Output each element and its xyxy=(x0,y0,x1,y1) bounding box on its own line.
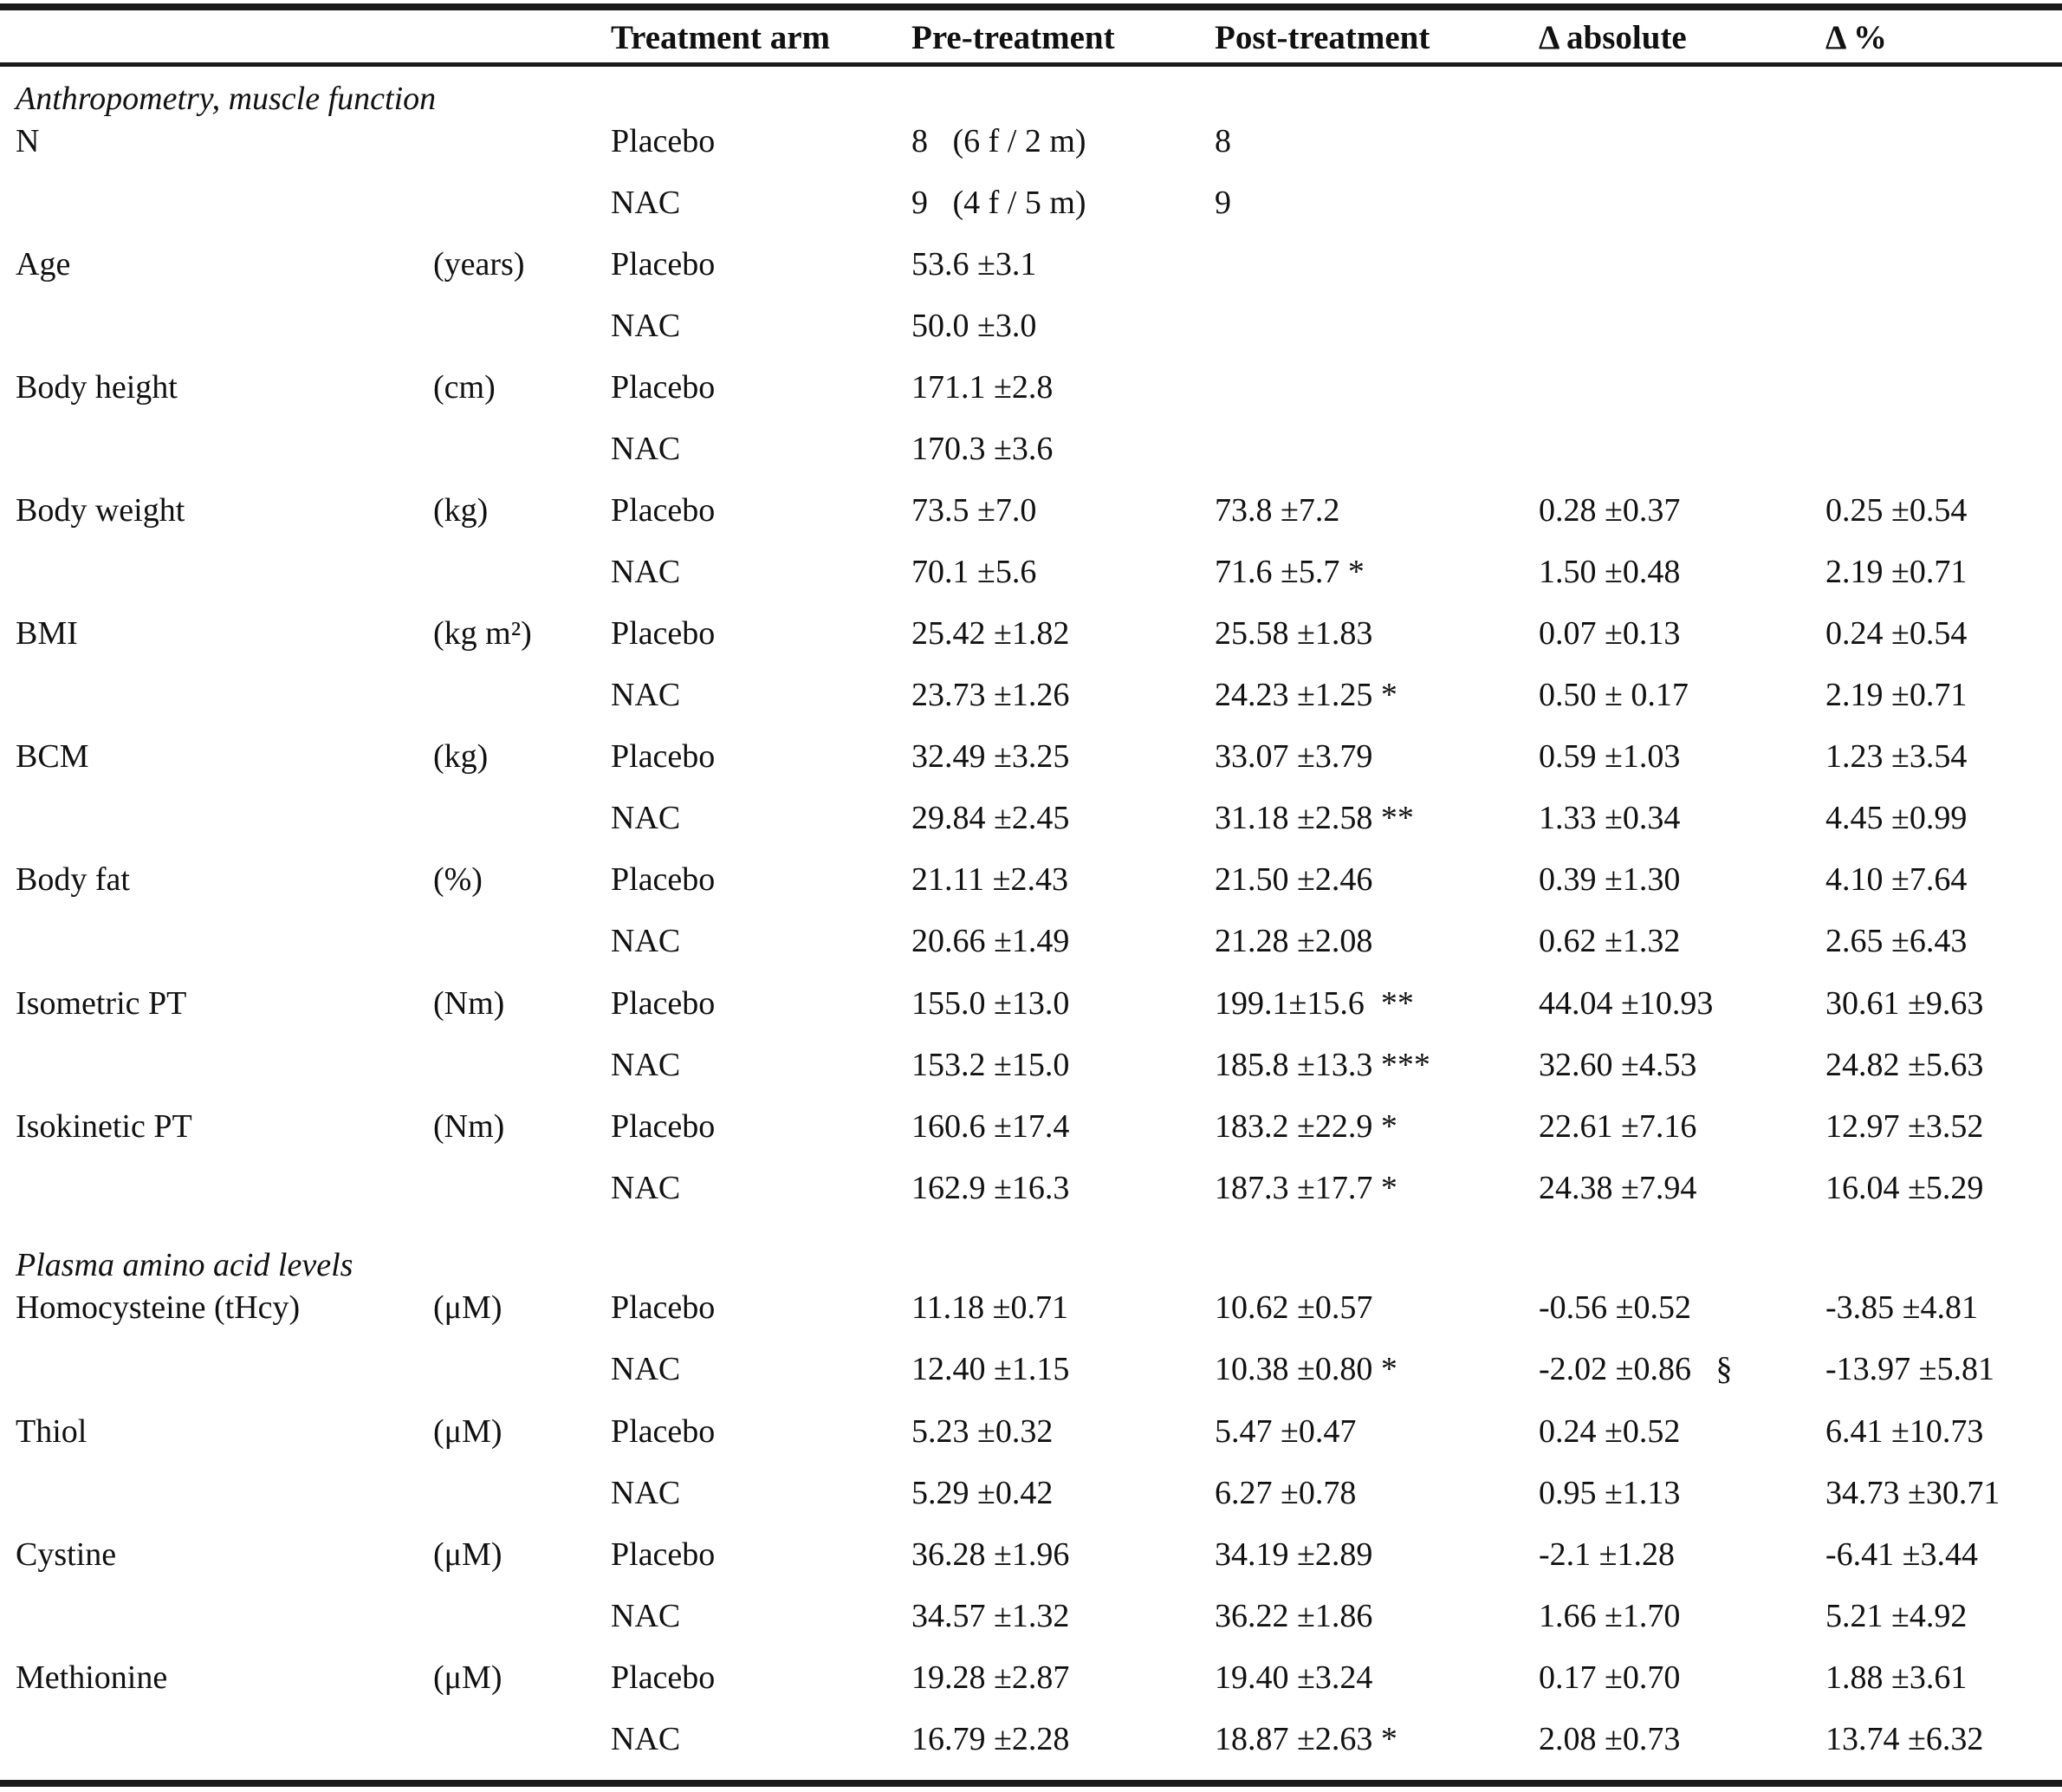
row-delta-percent: 2.19 ±0.71 xyxy=(1825,677,1968,713)
row-delta-percent: 4.10 ±7.64 xyxy=(1825,861,1968,898)
row-post-value: 73.8 ±7.2 xyxy=(1215,492,1340,529)
row-treatment-arm: NAC xyxy=(611,1721,681,1757)
row-delta-percent: 2.65 ±6.43 xyxy=(1825,923,1968,959)
row-label: Cystine xyxy=(16,1536,117,1573)
row-treatment-arm: Placebo xyxy=(611,123,716,159)
row-treatment-arm: NAC xyxy=(611,554,681,590)
row-delta-absolute: 0.24 ±0.52 xyxy=(1539,1413,1681,1450)
row-treatment-arm: Placebo xyxy=(611,1289,716,1326)
row-unit: (μM) xyxy=(433,1413,503,1450)
row-delta-absolute: 0.39 ±1.30 xyxy=(1539,861,1681,898)
row-pre-value: 73.5 ±7.0 xyxy=(911,492,1037,529)
row-post-value: 24.23 ±1.25 * xyxy=(1215,677,1397,713)
row-delta-percent: -3.85 ±4.81 xyxy=(1825,1289,1979,1326)
row-label: Isokinetic PT xyxy=(16,1108,192,1145)
row-label: Homocysteine (tHcy) xyxy=(16,1289,301,1326)
row-pre-value: 5.23 ±0.32 xyxy=(911,1413,1054,1450)
header-delta-percent: Δ % xyxy=(1825,19,1888,56)
row-treatment-arm: NAC xyxy=(611,677,681,713)
row-delta-percent: 34.73 ±30.71 xyxy=(1825,1475,2000,1511)
row-post-value: 199.1±15.6 ** xyxy=(1215,985,1414,1022)
row-delta-absolute: -2.1 ±1.28 xyxy=(1539,1536,1676,1573)
row-delta-absolute: -2.02 ±0.86 § xyxy=(1539,1351,1733,1387)
row-pre-value: 19.28 ±2.87 xyxy=(911,1659,1070,1696)
row-post-value: 10.38 ±0.80 * xyxy=(1215,1351,1397,1387)
row-pre-value: 8 (6 f / 2 m) xyxy=(911,123,1086,159)
row-delta-absolute: 0.28 ±0.37 xyxy=(1539,492,1681,529)
row-label: Body fat xyxy=(16,861,130,898)
row-post-value: 8 xyxy=(1215,123,1231,159)
row-pre-value: 21.11 ±2.43 xyxy=(911,861,1068,898)
row-label: Body weight xyxy=(16,492,185,529)
row-label: BMI xyxy=(16,615,78,652)
row-pre-value: 20.66 ±1.49 xyxy=(911,923,1070,959)
row-delta-percent: 16.04 ±5.29 xyxy=(1825,1170,1984,1206)
row-delta-percent: 4.45 ±0.99 xyxy=(1825,800,1968,836)
row-treatment-arm: NAC xyxy=(611,923,681,959)
row-pre-value: 32.49 ±3.25 xyxy=(911,738,1070,775)
row-treatment-arm: NAC xyxy=(611,308,681,344)
row-pre-value: 162.9 ±16.3 xyxy=(911,1170,1070,1206)
row-delta-absolute: 1.66 ±1.70 xyxy=(1539,1598,1681,1634)
row-unit: (kg m²) xyxy=(433,615,532,652)
row-pre-value: 160.6 ±17.4 xyxy=(911,1108,1070,1145)
row-pre-value: 36.28 ±1.96 xyxy=(911,1536,1070,1573)
row-delta-percent: 24.82 ±5.63 xyxy=(1825,1047,1984,1083)
row-delta-absolute: 22.61 ±7.16 xyxy=(1539,1108,1697,1145)
row-unit: (cm) xyxy=(433,369,496,406)
row-post-value: 6.27 ±0.78 xyxy=(1215,1475,1357,1511)
row-delta-percent: 6.41 ±10.73 xyxy=(1825,1413,1984,1450)
row-pre-value: 70.1 ±5.6 xyxy=(911,554,1037,590)
row-post-value: 5.47 ±0.47 xyxy=(1215,1413,1357,1450)
row-post-value: 21.50 ±2.46 xyxy=(1215,861,1373,898)
row-unit: (kg) xyxy=(433,492,489,529)
row-pre-value: 23.73 ±1.26 xyxy=(911,677,1070,713)
row-treatment-arm: Placebo xyxy=(611,1413,716,1450)
row-delta-absolute: 44.04 ±10.93 xyxy=(1539,985,1714,1022)
row-post-value: 33.07 ±3.79 xyxy=(1215,738,1373,775)
table-bottom-rule xyxy=(0,1780,2062,1787)
row-treatment-arm: Placebo xyxy=(611,1108,716,1145)
row-treatment-arm: Placebo xyxy=(611,738,716,775)
row-delta-percent: 1.88 ±3.61 xyxy=(1825,1659,1968,1696)
row-pre-value: 53.6 ±3.1 xyxy=(911,246,1037,282)
row-pre-value: 29.84 ±2.45 xyxy=(911,800,1070,836)
row-delta-absolute: 0.50 ± 0.17 xyxy=(1539,677,1689,713)
row-unit: (kg) xyxy=(433,738,489,775)
row-treatment-arm: NAC xyxy=(611,1170,681,1206)
row-label: Body height xyxy=(16,369,178,406)
row-treatment-arm: Placebo xyxy=(611,1659,716,1696)
row-delta-absolute: 32.60 ±4.53 xyxy=(1539,1047,1697,1083)
row-treatment-arm: NAC xyxy=(611,185,681,221)
row-delta-percent: 1.23 ±3.54 xyxy=(1825,738,1968,775)
row-pre-value: 9 (4 f / 5 m) xyxy=(911,185,1086,221)
row-post-value: 185.8 ±13.3 *** xyxy=(1215,1047,1430,1083)
row-delta-absolute: 0.59 ±1.03 xyxy=(1539,738,1681,775)
row-treatment-arm: Placebo xyxy=(611,985,716,1022)
row-post-value: 10.62 ±0.57 xyxy=(1215,1289,1373,1326)
header-treatment-arm: Treatment arm xyxy=(611,19,831,56)
row-pre-value: 5.29 ±0.42 xyxy=(911,1475,1054,1511)
row-delta-percent: -6.41 ±3.44 xyxy=(1825,1536,1979,1573)
row-treatment-arm: Placebo xyxy=(611,861,716,898)
table-header-rule xyxy=(0,62,2062,67)
row-unit: (μM) xyxy=(433,1659,503,1696)
row-treatment-arm: NAC xyxy=(611,1351,681,1387)
row-delta-absolute: 1.33 ±0.34 xyxy=(1539,800,1681,836)
row-post-value: 71.6 ±5.7 * xyxy=(1215,554,1365,590)
table-top-rule xyxy=(0,3,2062,10)
row-treatment-arm: Placebo xyxy=(611,369,716,406)
row-post-value: 19.40 ±3.24 xyxy=(1215,1659,1373,1696)
row-post-value: 25.58 ±1.83 xyxy=(1215,615,1373,652)
row-delta-absolute: 0.62 ±1.32 xyxy=(1539,923,1681,959)
row-treatment-arm: Placebo xyxy=(611,1536,716,1573)
row-delta-percent: 30.61 ±9.63 xyxy=(1825,985,1984,1022)
row-delta-absolute: 0.95 ±1.13 xyxy=(1539,1475,1681,1511)
row-delta-percent: 0.24 ±0.54 xyxy=(1825,615,1968,652)
row-treatment-arm: NAC xyxy=(611,800,681,836)
row-treatment-arm: NAC xyxy=(611,1047,681,1083)
row-pre-value: 170.3 ±3.6 xyxy=(911,431,1054,467)
row-pre-value: 16.79 ±2.28 xyxy=(911,1721,1070,1757)
row-unit: (μM) xyxy=(433,1536,503,1573)
row-unit: (Nm) xyxy=(433,1108,505,1145)
row-label: Age xyxy=(16,246,71,282)
row-delta-absolute: 0.17 ±0.70 xyxy=(1539,1659,1681,1696)
row-pre-value: 12.40 ±1.15 xyxy=(911,1351,1070,1387)
row-delta-absolute: 24.38 ±7.94 xyxy=(1539,1170,1697,1206)
row-post-value: 31.18 ±2.58 ** xyxy=(1215,800,1414,836)
row-treatment-arm: NAC xyxy=(611,431,681,467)
row-post-value: 183.2 ±22.9 * xyxy=(1215,1108,1397,1145)
row-pre-value: 153.2 ±15.0 xyxy=(911,1047,1070,1083)
row-unit: (μM) xyxy=(433,1289,503,1326)
row-delta-absolute: 1.50 ±0.48 xyxy=(1539,554,1681,590)
row-delta-absolute: -0.56 ±0.52 xyxy=(1539,1289,1692,1326)
row-unit: (years) xyxy=(433,246,525,282)
row-delta-percent: 0.25 ±0.54 xyxy=(1825,492,1968,529)
header-delta-absolute: Δ absolute xyxy=(1539,19,1687,56)
row-pre-value: 25.42 ±1.82 xyxy=(911,615,1070,652)
row-label: Methionine xyxy=(16,1659,168,1696)
row-delta-percent: 12.97 ±3.52 xyxy=(1825,1108,1984,1145)
row-delta-percent: -13.97 ±5.81 xyxy=(1825,1351,1995,1387)
row-delta-percent: 2.19 ±0.71 xyxy=(1825,554,1968,590)
row-post-value: 21.28 ±2.08 xyxy=(1215,923,1373,959)
row-post-value: 9 xyxy=(1215,185,1231,221)
row-post-value: 18.87 ±2.63 * xyxy=(1215,1721,1397,1757)
row-treatment-arm: NAC xyxy=(611,1475,681,1511)
row-treatment-arm: Placebo xyxy=(611,615,716,652)
row-unit: (%) xyxy=(433,861,483,898)
row-treatment-arm: Placebo xyxy=(611,492,716,529)
row-pre-value: 11.18 ±0.71 xyxy=(911,1289,1068,1326)
row-post-value: 34.19 ±2.89 xyxy=(1215,1536,1373,1573)
row-post-value: 36.22 ±1.86 xyxy=(1215,1598,1373,1634)
row-pre-value: 50.0 ±3.0 xyxy=(911,308,1037,344)
header-pre-treatment: Pre-treatment xyxy=(911,19,1115,56)
row-label: Thiol xyxy=(16,1413,88,1450)
row-delta-absolute: 2.08 ±0.73 xyxy=(1539,1721,1681,1757)
section-anthropometry: Anthropometry, muscle function xyxy=(16,81,437,117)
row-label: Isometric PT xyxy=(16,985,187,1022)
row-treatment-arm: Placebo xyxy=(611,246,716,282)
row-unit: (Nm) xyxy=(433,985,505,1022)
row-treatment-arm: NAC xyxy=(611,1598,681,1634)
row-pre-value: 34.57 ±1.32 xyxy=(911,1598,1070,1634)
row-label: BCM xyxy=(16,738,89,775)
row-label: N xyxy=(16,123,40,159)
section-plasma: Plasma amino acid levels xyxy=(16,1247,353,1283)
row-delta-percent: 13.74 ±6.32 xyxy=(1825,1721,1984,1757)
row-pre-value: 171.1 ±2.8 xyxy=(911,369,1054,406)
row-post-value: 187.3 ±17.7 * xyxy=(1215,1170,1397,1206)
row-pre-value: 155.0 ±13.0 xyxy=(911,985,1070,1022)
row-delta-percent: 5.21 ±4.92 xyxy=(1825,1598,1968,1634)
row-delta-absolute: 0.07 ±0.13 xyxy=(1539,615,1681,652)
header-post-treatment: Post-treatment xyxy=(1215,19,1430,56)
